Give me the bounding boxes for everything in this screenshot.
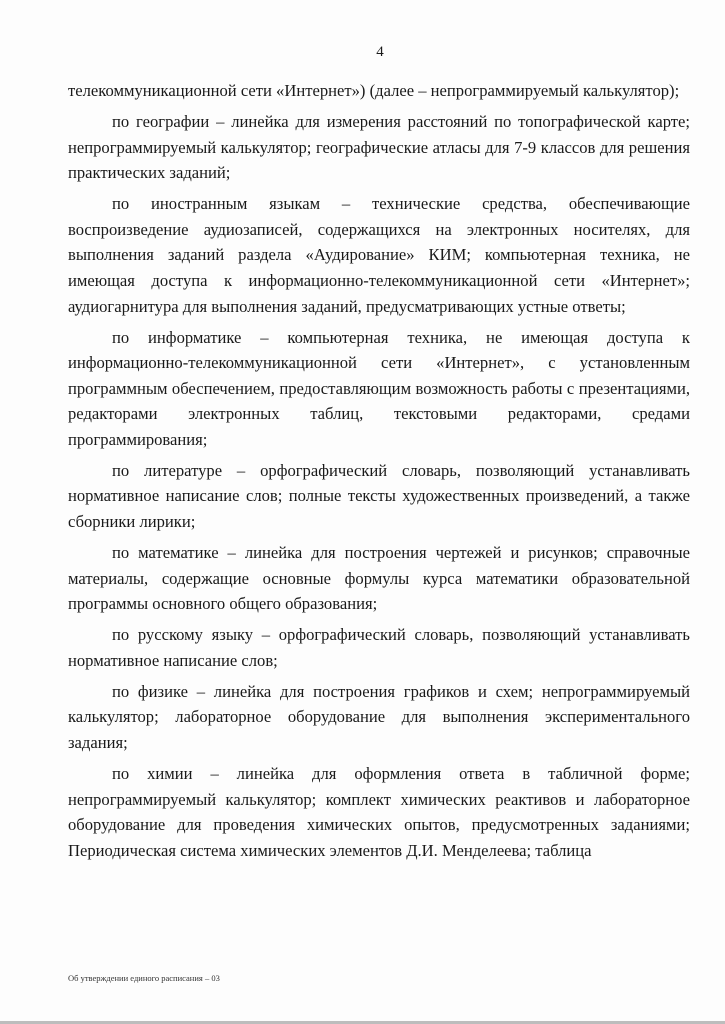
footer-note: Об утверждении единого расписания – 03: [68, 973, 220, 983]
document-body: [68, 78, 690, 869]
paragraph-russian: по русскому языку – орфографический словарь, позволяющий устанавливать нормативное написание слов;: [68, 625, 690, 670]
page-number: 4: [376, 44, 384, 60]
paragraph-mathematics: по математике – линейка для построения чертежей и рисунков; справочные материалы, содержащие основные формулы курса математики образовательной программы основного общего образования;: [68, 543, 690, 614]
paragraph-geography: по географии – линейка для измерения расстояний по топографической карте; непрограммируемый калькулятор; географические атласы для 7-9 классов для решения практических заданий;: [68, 111, 690, 183]
paragraph-literature: по литературе – орфографический словарь, позволяющий устанавливать нормативное написание слов; полные тексты художественных произведений, а также сборники лирики;: [68, 460, 690, 532]
paragraph-chemistry: по химии – линейка для оформления ответа в табличной форме; непрограммируемый калькулятор; комплект химических реактивов и лабораторное оборудование для проведения химических опытов, предусмотренных заданиями; Периодическая система химических элементов Д.И. Менделеева; таблица: [68, 763, 690, 860]
paragraph-informatics: по информатике – компьютерная техника, не имеющая доступа к информационно-телекоммуникационной сети «Интернет», с установленным программным обеспечением, предоставляющим возможность работы с презентациями, редакторами электронных таблиц, текстовыми редакторами, средами программирования;: [68, 327, 690, 449]
paragraph-foreign-languages: по иностранным языкам – технические средства, обеспечивающие воспроизведение аудиозаписей, содержащихся на электронных носителях, для выполнения заданий раздела «Аудирование» КИМ; компьютерная техника, не имеющая доступа к информационно-телекоммуникационной сети «Интернет»; аудиогарнитура для выполнения заданий, предусматривающих устные ответы;: [68, 194, 690, 316]
paragraph-physics: по физике – линейка для построения графиков и схем; непрограммируемый калькулятор; лабораторное оборудование для выполнения экспериментального задания;: [68, 681, 690, 752]
paragraph-continuation: телекоммуникационной сети «Интернет») (далее – непрограммируемый калькулятор);: [68, 81, 680, 100]
